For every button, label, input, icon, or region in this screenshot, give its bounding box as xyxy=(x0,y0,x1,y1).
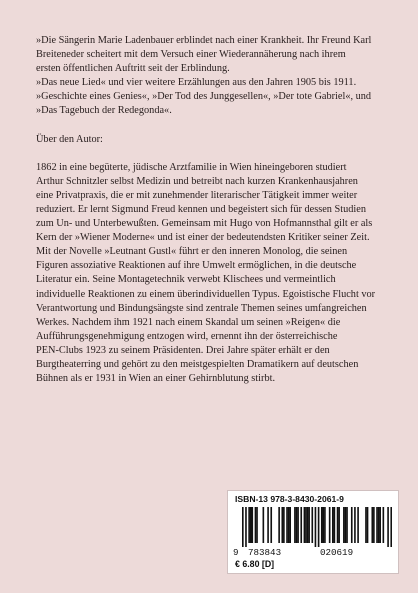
barcode-bar xyxy=(357,507,359,543)
barcode-bar xyxy=(378,507,380,543)
book-blurb: »Die Sängerin Marie Ladenbauer erblindet nach einer Krankheit. Ihr Freund Karl Breiteneder scheitert mit dem Versuch einer Wiederannäherung nach ihrem ersten öffentlichen Auftritt seit der Erblindung. »Das neue Lied« und vier weitere Erzählungen aus den Jahren 1905 bis 1911. »Geschichte eines Genies«, »Der Tod des Junggesellen«, »Der tote Gabriel«, und »Das Tagebuch der Redegonda«. xyxy=(36,35,372,117)
barcode-bar xyxy=(332,507,334,543)
barcode-bar xyxy=(324,507,326,543)
barcode-bars xyxy=(242,507,392,547)
barcode-bar xyxy=(281,507,283,543)
barcode-bar xyxy=(305,507,307,543)
barcode-bar xyxy=(365,507,367,543)
barcode-graphic xyxy=(242,507,392,547)
barcode-bar xyxy=(383,507,385,543)
barcode-bar xyxy=(354,507,356,543)
barcode-bar xyxy=(270,507,272,543)
barcode-bar xyxy=(351,507,353,543)
barcode-bar xyxy=(338,507,340,543)
barcode-bar xyxy=(245,507,247,547)
barcode-bar xyxy=(343,507,345,543)
barcode-bar xyxy=(283,507,285,543)
barcode-bar xyxy=(294,507,296,543)
barcode-bar xyxy=(371,507,373,543)
barcode-bar xyxy=(321,507,323,543)
barcode-bar xyxy=(251,507,253,543)
barcode-bar xyxy=(278,507,280,543)
barcode-bar xyxy=(337,507,339,543)
barcode-bar xyxy=(267,507,269,543)
barcode-bar xyxy=(323,507,325,543)
isbn-barcode-label xyxy=(227,490,399,574)
barcode-bar xyxy=(289,507,291,543)
barcode-digits-right: 020619 xyxy=(320,547,354,558)
barcode-bar xyxy=(256,507,258,543)
isbn-number: ISBN-13 978-3-8430-2061-9 xyxy=(235,494,344,504)
barcode-bar xyxy=(286,507,288,543)
barcode-bar xyxy=(304,507,306,543)
barcode-digit-lead: 9 xyxy=(233,547,239,558)
barcode-digits-left: 783843 xyxy=(248,547,282,558)
barcode-bar xyxy=(263,507,265,543)
barcode-bar xyxy=(387,507,389,547)
barcode-bar xyxy=(242,507,244,547)
barcode-bar xyxy=(296,507,298,543)
barcode-bar xyxy=(367,507,369,543)
barcode-bar xyxy=(346,507,348,543)
barcode-digits xyxy=(228,547,398,559)
barcode-bar xyxy=(297,507,299,543)
barcode-bar xyxy=(318,507,320,547)
barcode-bar xyxy=(248,507,250,543)
about-author-heading: Über den Autor: xyxy=(36,133,103,145)
author-biography: 1862 in eine begüterte, jüdische Arztfamilie in Wien hineingeboren studiert Arthur Schnitzler selbst Medizin und betreibt nach kurzen Krankenhausjahren eine Privatpraxis, die er mit zunehmender literarischer Tätigkeit immer weiter reduziert. Er lernt Sigmund Freud kennen und begeistert sich für dessen Studien zum Un- und Unterbewußten. Gemeinsam mit Hugo von Hofmannsthal gilt er als Kern der »Wiener Moderne« und ist einer der bedeutendsten Kritiker seiner Zeit. Mit der Novelle »Leutnant Gustl« führt er den inneren Monolog, die seinen Figuren assoziative Reaktionen auf ihre Umwelt ermöglichen, in die deutsche Literatur ein. Seine Montagetechnik verwebt Klischees und vermeintlich individuelle Reaktionen zu einem überindividuellen Typus. Egoistische Flucht vor Verantwortung und Bindungsängste sind zentrale Themen seines umfangreichen Werkes. Nachdem ihm 1921 nach einem Skandal um seinen »Reigen« die Aufführungsgenehmigung entzogen wird, ernennt ihn der österreichische PEN-Clubs 1923 zu seinem Präsidenten. Drei Jahre später erhält er den Burgtheaterring und gehört zu den meistgespielten Dramatikern auf deutschen Bühnen als er 1931 in Wien an einer Gehirnblutung stirbt. xyxy=(36,161,376,385)
price-label: € 6.80 [D] xyxy=(235,559,275,569)
barcode-bar xyxy=(379,507,381,543)
barcode-bar xyxy=(373,507,375,543)
barcode-bar xyxy=(288,507,290,543)
spacer xyxy=(36,119,396,133)
barcode-bar xyxy=(311,507,313,543)
barcode-bar xyxy=(307,507,309,543)
back-cover-text xyxy=(36,34,396,386)
barcode-bar xyxy=(315,507,317,547)
barcode-bar xyxy=(300,507,302,543)
spacer xyxy=(36,147,396,161)
barcode-bar xyxy=(308,507,310,543)
barcode-bar xyxy=(334,507,336,543)
barcode-bar xyxy=(390,507,392,547)
barcode-bar xyxy=(255,507,257,543)
barcode-bar xyxy=(345,507,347,543)
barcode-bar xyxy=(250,507,252,543)
barcode-bar xyxy=(376,507,378,543)
barcode-bar xyxy=(329,507,331,543)
